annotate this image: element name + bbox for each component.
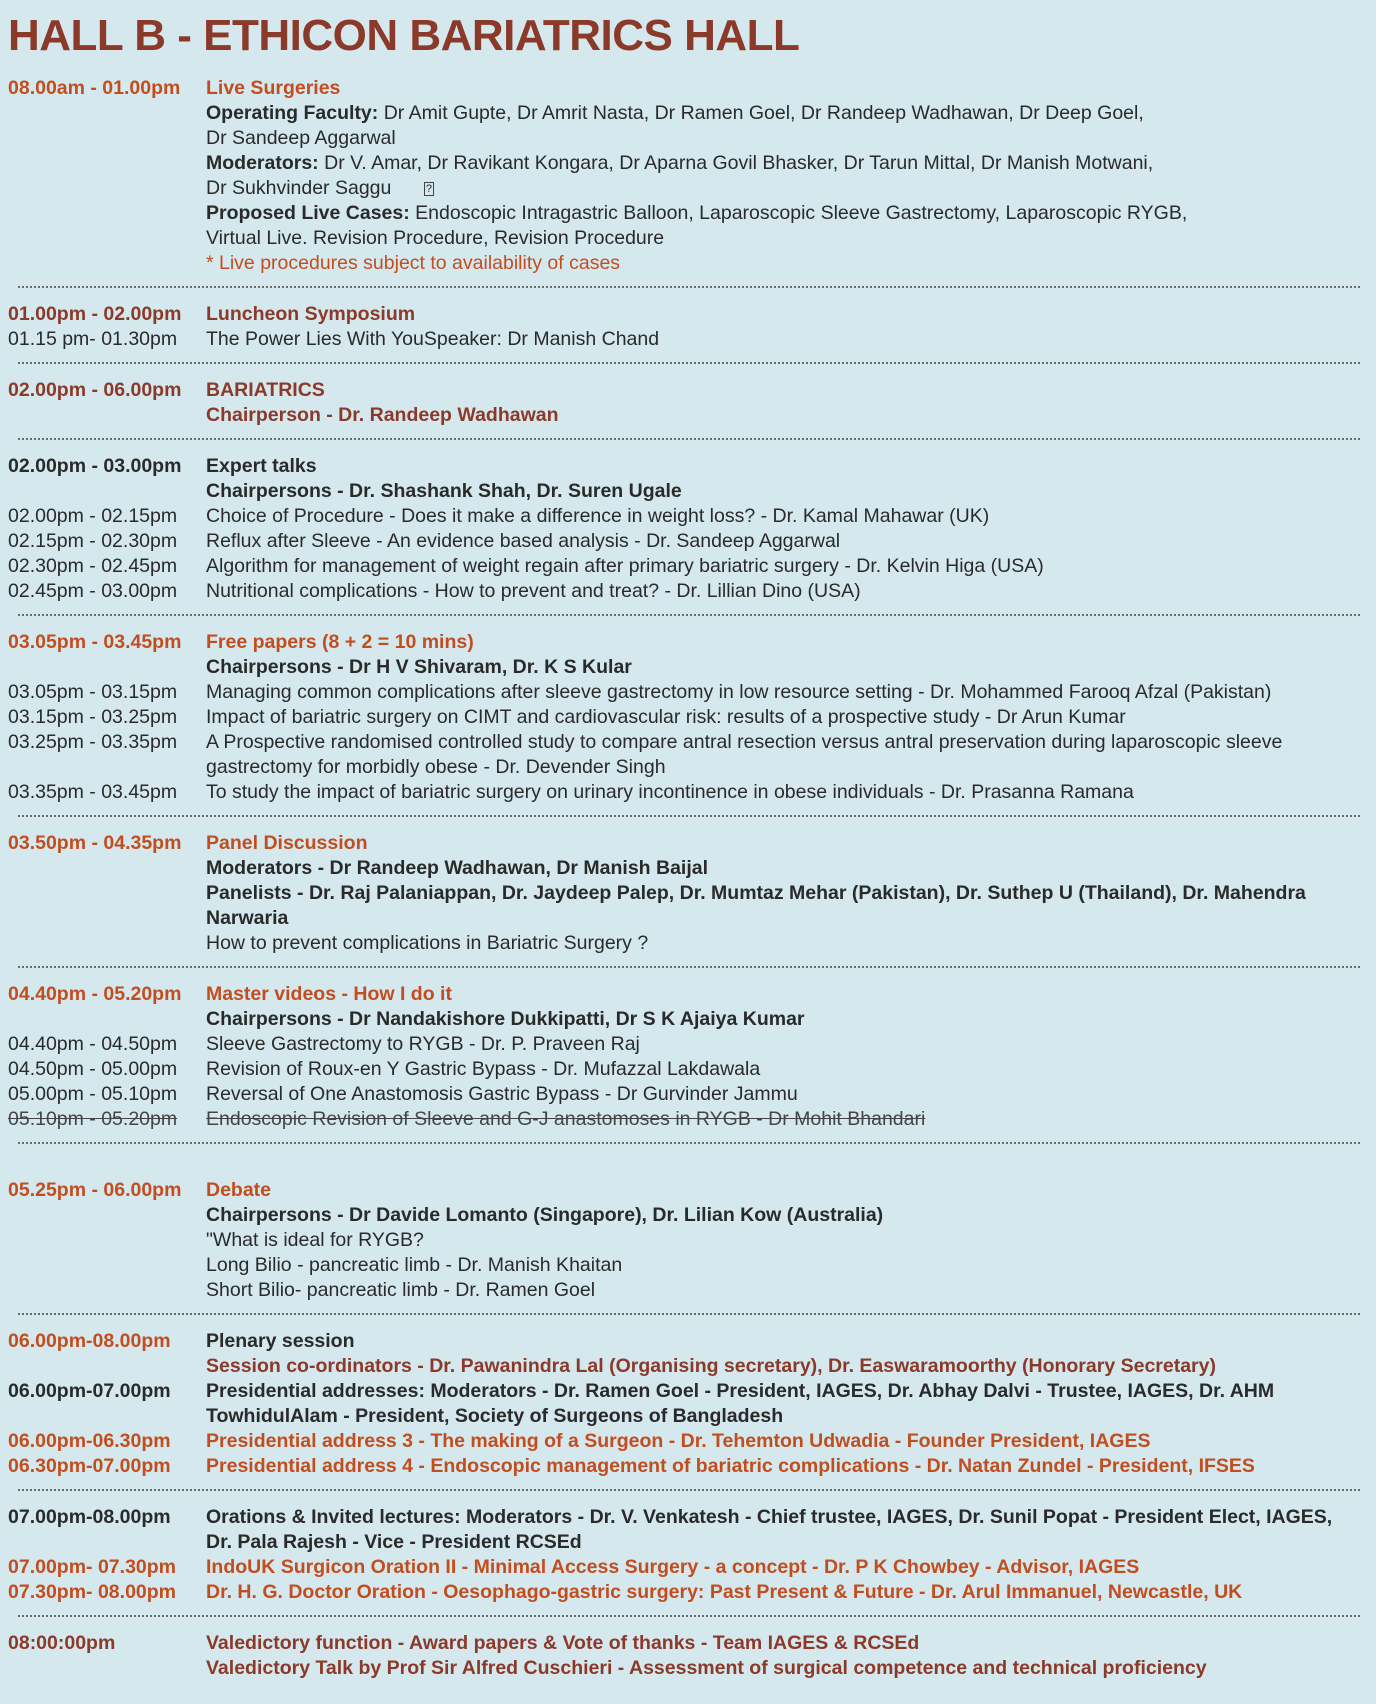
talk-title: IndoUK Surgicon Oration II - Minimal Access Surgery - a concept - Dr. P K Chowbey - Advisor, IAGES — [206, 1556, 1140, 1578]
talk-time-struck: 05.10pm - 05.20pm — [8, 1108, 178, 1130]
divider — [18, 614, 1360, 616]
talk-title: Choice of Procedure - Does it make a difference in weight loss? - Dr. Kamal Mahawar (UK) — [206, 505, 990, 527]
talk-time: 03.25pm - 03.35pm — [8, 731, 178, 753]
valedictory-function: Valedictory function - Award papers & Vote of thanks - Team IAGES & RCSEd — [206, 1632, 920, 1654]
session-time: 03.05pm - 03.45pm — [8, 631, 182, 653]
session-heading: Live Surgeries — [206, 77, 341, 99]
session-heading: Expert talks — [206, 455, 317, 477]
faculty-list: Dr Amit Gupte, Dr Amrit Nasta, Dr Ramen Goel, Dr Randeep Wadhawan, Dr Deep Goel, — [378, 102, 1144, 124]
session-time: 08:00:00pm — [8, 1632, 116, 1654]
session-heading: BARIATRICS — [206, 379, 325, 401]
debate-long: Long Bilio - pancreatic limb - Dr. Manish Khaitan — [206, 1254, 623, 1276]
debate-short: Short Bilio- pancreatic limb - Dr. Ramen Goel — [206, 1279, 596, 1301]
talk-title-struck: Endoscopic Revision of Sleeve and G-J anastomoses in RYGB - Dr Mohit Bhandari — [206, 1108, 926, 1130]
moderators-list: Dr V. Amar, Dr Ravikant Kongara, Dr Aparna Govil Bhasker, Dr Tarun Mittal, Dr Manish Motwani, — [318, 152, 1154, 174]
talk-title: Impact of bariatric surgery on CIMT and cardiovascular risk: results of a prospective study - Dr Arun Kumar — [206, 706, 1126, 728]
talk-time: 03.05pm - 03.15pm — [8, 681, 178, 703]
session-time: 08.00am - 01.00pm — [8, 77, 181, 99]
session-time: 04.40pm - 05.20pm — [8, 983, 182, 1005]
plenary-section — [8, 1325, 1370, 1485]
talk-title: To study the impact of bariatric surgery on urinary incontinence in obese individuals - Dr. Prasanna Ramana — [206, 781, 1134, 803]
talk-time: 03.35pm - 03.45pm — [8, 781, 178, 803]
chairpersons: Chairpersons - Dr H V Shivaram, Dr. K S Kular — [206, 656, 632, 678]
moderators-list-cont: Dr Sukhvinder Saggu — [206, 177, 424, 199]
talk-title: Sleeve Gastrectomy to RYGB - Dr. P. Praveen Raj — [206, 1033, 640, 1055]
talk-title: The Power Lies With YouSpeaker: Dr Manish Chand — [206, 328, 660, 350]
session-time: 05.25pm - 06.00pm — [8, 1179, 182, 1201]
session-heading: Debate — [206, 1179, 272, 1201]
luncheon-section — [8, 298, 1370, 358]
faculty-list-cont: Dr Sandeep Aggarwal — [206, 127, 396, 149]
session-heading: Free papers (8 + 2 = 10 mins) — [206, 631, 474, 653]
talk-title: Managing common complications after sleeve gastrectomy in low resource setting - Dr. Mohammed Farooq Afzal (Pakistan) — [206, 681, 1272, 703]
session-heading: Orations & Invited lectures: Moderators - Dr. V. Venkatesh - Chief trustee, IAGES, Dr. Sunil Popat - President Elect, IAGES, Dr. Pala Rajesh - Vice - President RCSEd — [206, 1506, 1333, 1553]
orations-section — [8, 1501, 1370, 1611]
valedictory-talk: Valedictory Talk by Prof Sir Alfred Cuschieri - Assessment of surgical competence and technical proficiency — [206, 1657, 1207, 1679]
master-videos-section — [8, 978, 1370, 1138]
panelists: Panelists - Dr. Raj Palaniappan, Dr. Jaydeep Palep, Dr. Mumtaz Mehar (Pakistan), Dr. Suthep U (Thailand), Dr. Mahendra Narwaria — [206, 882, 1306, 929]
session-time: 02.00pm - 03.00pm — [8, 455, 182, 477]
availability-note: * Live procedures subject to availability of cases — [206, 252, 621, 274]
divider — [18, 966, 1360, 968]
chairpersons: Chairpersons - Dr. Shashank Shah, Dr. Suren Ugale — [206, 480, 682, 502]
page-title: HALL B - ETHICON BARIATRICS HALL — [8, 11, 800, 60]
talk-time: 01.15 pm- 01.30pm — [8, 328, 178, 350]
talk-title: Reflux after Sleeve - An evidence based analysis - Dr. Sandeep Aggarwal — [206, 530, 841, 552]
talk-time: 06.00pm-06.30pm — [8, 1430, 171, 1452]
session-time: 03.50pm - 04.35pm — [8, 832, 182, 854]
valedictory-section — [8, 1627, 1370, 1687]
divider — [18, 815, 1360, 817]
missing-glyph-icon: ? — [425, 182, 432, 195]
talk-title: Revision of Roux-en Y Gastric Bypass - Dr. Mufazzal Lakdawala — [206, 1058, 761, 1080]
talk-time: 07.30pm- 08.00pm — [8, 1581, 177, 1603]
divider — [18, 1489, 1360, 1491]
expert-talks-section — [8, 450, 1370, 610]
moderators-label: Moderators: — [206, 152, 319, 174]
divider — [18, 1313, 1360, 1315]
debate-section — [8, 1174, 1370, 1309]
talk-title: Dr. H. G. Doctor Oration - Oesophago-gastric surgery: Past Present & Future - Dr. Arul Immanuel, Newcastle, UK — [206, 1581, 1243, 1603]
session-heading: Panel Discussion — [206, 832, 368, 854]
bariatrics-section — [8, 374, 1370, 434]
session-heading: Plenary session — [206, 1330, 355, 1352]
talk-title: Presidential addresses: Moderators - Dr. Ramen Goel - President, IAGES, Dr. Abhay Dalvi - Trustee, IAGES, Dr. AHM TowhidulAlam - President, Society of Surgeons of Bangladesh — [206, 1380, 1275, 1427]
talk-time: 04.40pm - 04.50pm — [8, 1033, 178, 1055]
talk-time: 02.15pm - 02.30pm — [8, 530, 178, 552]
session-time: 02.00pm - 06.00pm — [8, 379, 182, 401]
session-heading: Master videos - How I do it — [206, 983, 452, 1005]
talk-title: Algorithm for management of weight regain after primary bariatric surgery - Dr. Kelvin Higa (USA) — [206, 555, 1044, 577]
session-time: 07.00pm-08.00pm — [8, 1506, 171, 1528]
moderators: Moderators - Dr Randeep Wadhawan, Dr Manish Baijal — [206, 857, 709, 879]
chairpersons: Chairpersons - Dr Davide Lomanto (Singapore), Dr. Lilian Kow (Australia) — [206, 1204, 884, 1226]
talk-time: 06.00pm-07.00pm — [8, 1380, 171, 1402]
debate-question: "What is ideal for RYGB? — [206, 1229, 424, 1251]
session-time: 01.00pm - 02.00pm — [8, 303, 182, 325]
live-surgeries-section — [8, 72, 1370, 282]
panel-section — [8, 827, 1370, 962]
talk-title: Reversal of One Anastomosis Gastric Bypass - Dr Gurvinder Jammu — [206, 1083, 798, 1105]
divider — [18, 1615, 1360, 1617]
talk-title: Presidential address 4 - Endoscopic management of bariatric complications - Dr. Natan Zundel - President, IFSES — [206, 1455, 1255, 1477]
talk-title: A Prospective randomised controlled study to compare antral resection versus antral preservation during laparoscopic sleeve gastrectomy for morbidly obese - Dr. Devender Singh — [206, 731, 1283, 778]
divider — [18, 362, 1360, 364]
divider — [18, 286, 1360, 288]
session-heading: Luncheon Symposium — [206, 303, 416, 325]
session-coordinators: Session co-ordinators - Dr. Pawanindra Lal (Organising secretary), Dr. Easwaramoorthy (Honorary Secretary) — [206, 1355, 1216, 1377]
talk-title: Presidential address 3 - The making of a Surgeon - Dr. Tehemton Udwadia - Founder President, IAGES — [206, 1430, 1151, 1452]
discussion-topic: How to prevent complications in Bariatric Surgery ? — [206, 932, 649, 954]
talk-time: 02.00pm - 02.15pm — [8, 505, 178, 527]
talk-title: Nutritional complications - How to prevent and treat? - Dr. Lillian Dino (USA) — [206, 580, 861, 602]
chairperson: Chairperson - Dr. Randeep Wadhawan — [206, 404, 559, 426]
talk-time: 07.00pm- 07.30pm — [8, 1556, 177, 1578]
talk-time: 03.15pm - 03.25pm — [8, 706, 178, 728]
talk-time: 06.30pm-07.00pm — [8, 1455, 171, 1477]
cases-list: Endoscopic Intragastric Balloon, Laparoscopic Sleeve Gastrectomy, Laparoscopic RYGB, — [409, 202, 1188, 224]
talk-time: 02.30pm - 02.45pm — [8, 555, 178, 577]
divider — [18, 1142, 1360, 1144]
talk-time: 02.45pm - 03.00pm — [8, 580, 178, 602]
talk-time: 05.00pm - 05.10pm — [8, 1083, 178, 1105]
talk-time: 04.50pm - 05.00pm — [8, 1058, 178, 1080]
session-time: 06.00pm-08.00pm — [8, 1330, 171, 1352]
cases-label: Proposed Live Cases: — [206, 202, 410, 224]
free-papers-section — [8, 626, 1370, 811]
faculty-label: Operating Faculty: — [206, 102, 379, 124]
divider — [18, 438, 1360, 440]
cases-list-cont: Virtual Live. Revision Procedure, Revision Procedure — [206, 227, 665, 249]
chairpersons: Chairpersons - Dr Nandakishore Dukkipatti, Dr S K Ajaiya Kumar — [206, 1008, 805, 1030]
